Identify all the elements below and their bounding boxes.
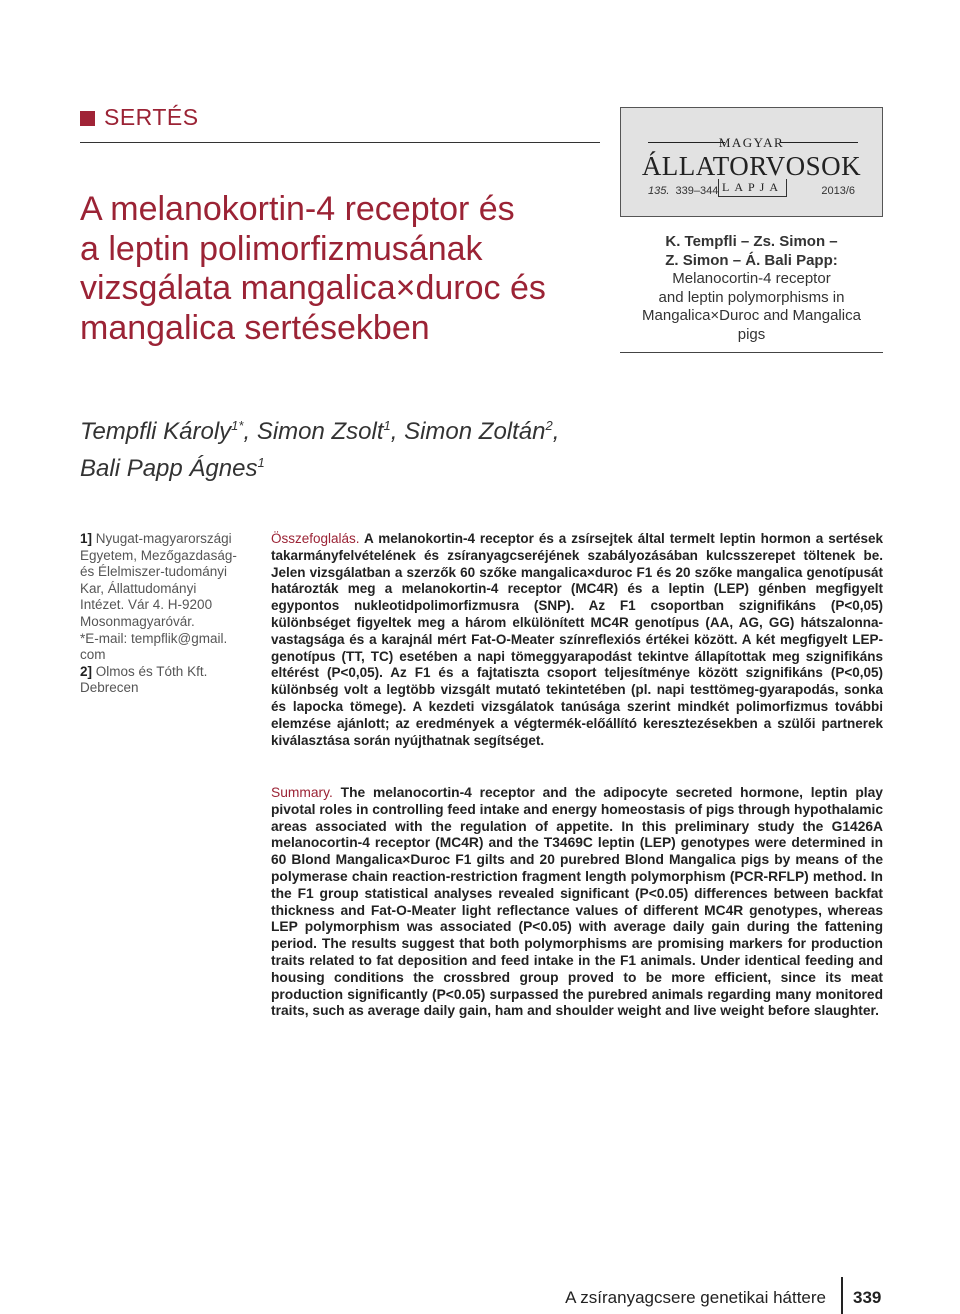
title-line: a leptin polimorfizmusának [80, 229, 483, 268]
journal-lapja: LAPJA [718, 179, 787, 197]
citation-divider [620, 352, 883, 353]
citation-title-line: and leptin polymorphisms in [658, 288, 845, 306]
affil-line: Olmos és Tóth Kft. [95, 663, 208, 679]
affil-line: Egyetem, Mezőgazdaság- [80, 547, 237, 563]
section-divider [80, 142, 600, 143]
footer-divider [841, 1277, 843, 1314]
author-name: Simon Zsolt [256, 418, 384, 445]
affil-email: *E-mail: tempflik@gmail. [80, 630, 228, 646]
affil-number: 1] [80, 531, 93, 546]
article-title [80, 190, 600, 348]
author-name: Tempfli Károly [80, 418, 232, 445]
citation-authors: Z. Simon – Á. Bali Papp: [665, 251, 838, 269]
abstract-hungarian [271, 531, 883, 749]
author-affil-marker: 1 [383, 418, 391, 433]
journal-name: ÁLLATORVOSOK [641, 151, 862, 181]
affil-email-cont: com [80, 647, 106, 663]
journal-volume-pages [648, 185, 718, 197]
journal-magyar: MAGYAR [718, 135, 785, 150]
journal-issue: 2013/6 [821, 185, 855, 197]
author-name: Simon Zoltán [404, 418, 546, 445]
author-list: Tempfli Károly$^{1*}$, Simon Zsolt$^1$, Simon Zoltán$^2$, Bali Papp Ágnes$^1$ [80, 418, 560, 482]
affiliations [80, 531, 255, 697]
author-affil-marker: 1* [231, 418, 244, 433]
affil-line: Nyugat-magyarországi [95, 531, 232, 546]
section-label: SERTÉS [104, 104, 199, 130]
abstract-text: A melanokortin-4 receptor és a zsírsejtek által termelt leptin hormon a sertések takarmányfelvételének és zsíranyagcseréjének szabályozásában kulcsszerepet töltenek be. Jelen vizsgálatban a szerzők 60 szőke mangalica×duroc F1 és 20 szőke mangalica genotípusát határozták meg a melanokortin-4 receptor (MC4R) és a leptin (LEP) génben megfigyelt egypontos nukleotidpolimorfizmusra (SNP). Az F1 csoportban szignifikáns (P<0,05) különbséget figyeltek meg a három elkülönített MC4R genotípus (AA, AG, GG) hátszalonna-vastagsága és a karajnál mért Fat-O-Meater színreflexiós értékei között. A két megfigyelt LEP-genotípus (TT, TC) esetében a napi tömeggyarapodást tekintve állapítottak meg szignifikáns eltérést (P<0,05). Az F1 és a fajtatiszta csoport teljesítménye között szignifikáns (P<0,05) különbség volt a legtöbb vizsgált mutató tekintetében (pl. napi testtömeg-gyarapodás, sonka és lapocka tömege). A kezdeti vizsgálatok tanúsága szerint mindkét polimorfizmus további elemzése ajánlott; az eredmények a végtermék-előállító keresztezésekben a szülői partnerek kiválasztása során nyújthatnak segítséget. [271, 531, 884, 748]
abstract-keyword: Összefoglalás. [271, 531, 360, 546]
affil-line: Intézet. Vár 4. H-9200 [80, 597, 213, 613]
citation-title-line: Mangalica×Duroc and Mangalica [642, 307, 861, 324]
summary-keyword: Summary. [271, 785, 333, 800]
citation-title-line: pigs [737, 325, 766, 343]
title-line: vizsgálata mangalica×duroc és [80, 269, 546, 307]
title-line: A melanokortin-4 receptor és [80, 190, 515, 228]
affil-line: Kar, Állattudományi [80, 580, 197, 596]
journal-volume: 135. [648, 185, 670, 197]
running-title: A zsíranyagcsere genetikai háttere [565, 1288, 826, 1307]
author-affil-marker: 1 [257, 455, 265, 470]
english-citation [620, 233, 883, 344]
citation-authors: K. Tempfli – Zs. Simon – [665, 233, 838, 250]
abstract-english [271, 785, 883, 1020]
affil-line: Debrecen [80, 680, 139, 696]
affil-line: és Élelmiszer-tudományi [80, 564, 228, 580]
affil-number: 2] [80, 663, 93, 679]
affil-line: Mosonmagyaróvár. [80, 613, 195, 629]
author-affil-marker: 2 [545, 418, 553, 433]
section-marker-square [80, 111, 95, 126]
page-number: 339 [853, 1288, 882, 1307]
title-line: mangalica sertésekben [80, 308, 430, 347]
citation-title-line: Melanocortin-4 receptor [672, 270, 831, 287]
journal-pages: 339–344 [675, 185, 719, 197]
author-name: Bali Papp Ágnes [80, 455, 258, 482]
summary-text: The melanocortin-4 receptor and the adipocyte secreted hormone, leptin play pivotal roles in controlling feed intake and energy homeostasis of pigs through hypothalamic areas associated with the regulation of appetite. In this preliminary study the G1426A melanocortin-4 receptor (MC4R) and the T3469C leptin (LEP) genotypes were determined in 60 Blond Mangalica×Duroc F1 gilts and 20 purebred Blond Mangalica pigs by means of the polymerase chain reaction-restriction fragment length polymorphism (PCR-RFLP) method. In the F1 group statistical analyses revealed significant (P<0.05) differences between backfat thickness and Fat-O-Meater light reflectance values of different MC4R genotypes, whereas LEP polymorphism was associated (P<0.05) with average daily gain during the fattening period. The results suggest that both polymorphisms are promising markers for production traits related to fat deposition and feed intake in the F1 animals. Under identical feeding and housing conditions the crossbred group proved to be more efficient, since its meat production significantly (P<0.05) surpassed the purebred animals regarding many monitored traits, such as average daily gain, ham and shoulder weight and live weight before slaughter. [271, 785, 883, 1019]
journal-logo-box [620, 107, 883, 217]
